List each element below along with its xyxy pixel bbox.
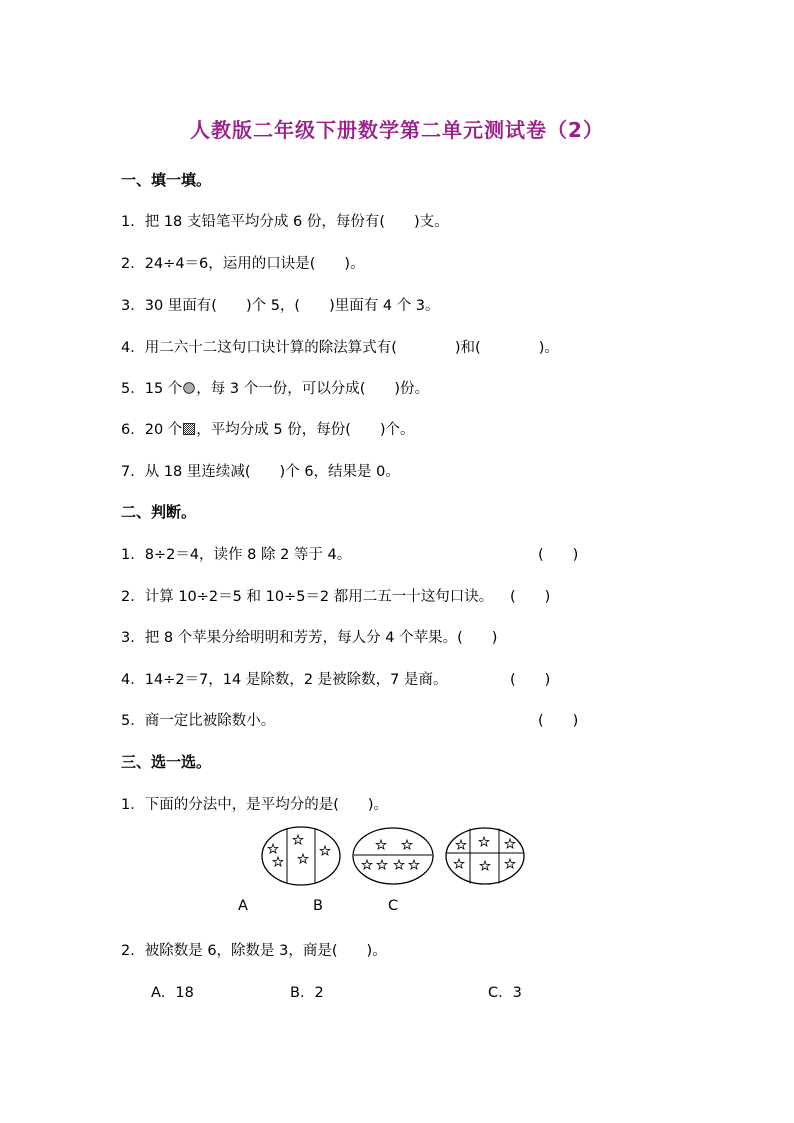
question-3-1: 1．下面的分法中，是平均分的是( )。 bbox=[121, 797, 389, 813]
oval-option-c bbox=[446, 828, 524, 884]
section-fill-in-heading: 一、填一填。 bbox=[121, 171, 212, 189]
question-1-6-post: ，平均分成 5 份，每份( )个。 bbox=[196, 422, 415, 438]
section-choose-heading: 三、选一选。 bbox=[121, 753, 212, 771]
question-2-3: 3．把 8 个苹果分给明明和芳芳，每人分 4 个苹果。( ) bbox=[121, 630, 498, 646]
question-2-2: 2．计算 10÷2＝5 和 10÷5＝2 都用二五一十这句口诀。 bbox=[121, 589, 494, 605]
option-label-a: A bbox=[238, 898, 248, 914]
question-2-4: 4．14÷2＝7，14 是除数，2 是被除数，7 是商。 bbox=[121, 672, 448, 688]
question-2-5: 5．商一定比被除数小。 bbox=[121, 713, 276, 729]
oval-option-b bbox=[353, 828, 433, 884]
question-1-5-post: ，每 3 个一份，可以分成( )份。 bbox=[196, 381, 430, 397]
question-2-1-answer-parens: ( ) bbox=[538, 547, 579, 563]
question-1-4: 4．用二六十二这句口诀计算的除法算式有( )和( )。 bbox=[121, 340, 559, 356]
oval-option-a bbox=[262, 827, 340, 885]
question-3-2-option-b: B．2 bbox=[290, 985, 324, 1001]
question-1-2: 2．24÷4＝6，运用的口诀是( )。 bbox=[121, 256, 365, 272]
question-1-5-pre: 5．15 个 bbox=[121, 381, 183, 397]
question-3-2-option-a: A．18 bbox=[151, 985, 194, 1001]
question-1-3: 3．30 里面有( )个 5，( )里面有 4 个 3。 bbox=[121, 298, 440, 314]
question-2-4-answer-parens: ( ) bbox=[510, 672, 551, 688]
question-1-7: 7．从 18 里连续减( )个 6，结果是 0。 bbox=[121, 464, 400, 480]
checkered-square-icon bbox=[183, 423, 195, 435]
question-1-6-pre: 6．20 个 bbox=[121, 422, 183, 438]
dotted-circle-icon bbox=[183, 382, 195, 394]
section-judge-heading: 二、判断。 bbox=[121, 503, 197, 521]
page-title: 人教版二年级下册数学第二单元测试卷（2） bbox=[190, 118, 604, 142]
question-1-6 bbox=[121, 418, 415, 439]
question-3-2: 2．被除数是 6，除数是 3，商是( )。 bbox=[121, 943, 387, 959]
question-2-5-answer-parens: ( ) bbox=[538, 713, 579, 729]
question-2-2-answer-parens: ( ) bbox=[510, 589, 551, 605]
question-2-1: 1．8÷2＝4，读作 8 除 2 等于 4。 bbox=[121, 547, 352, 563]
option-label-c: C bbox=[388, 898, 399, 914]
question-1-1: 1．把 18 支铅笔平均分成 6 份，每份有( )支。 bbox=[121, 214, 449, 230]
question-1-5 bbox=[121, 377, 429, 398]
question-3-2-option-c: C．3 bbox=[488, 985, 522, 1001]
option-label-b: B bbox=[313, 898, 323, 914]
division-ovals-figure bbox=[256, 824, 531, 888]
